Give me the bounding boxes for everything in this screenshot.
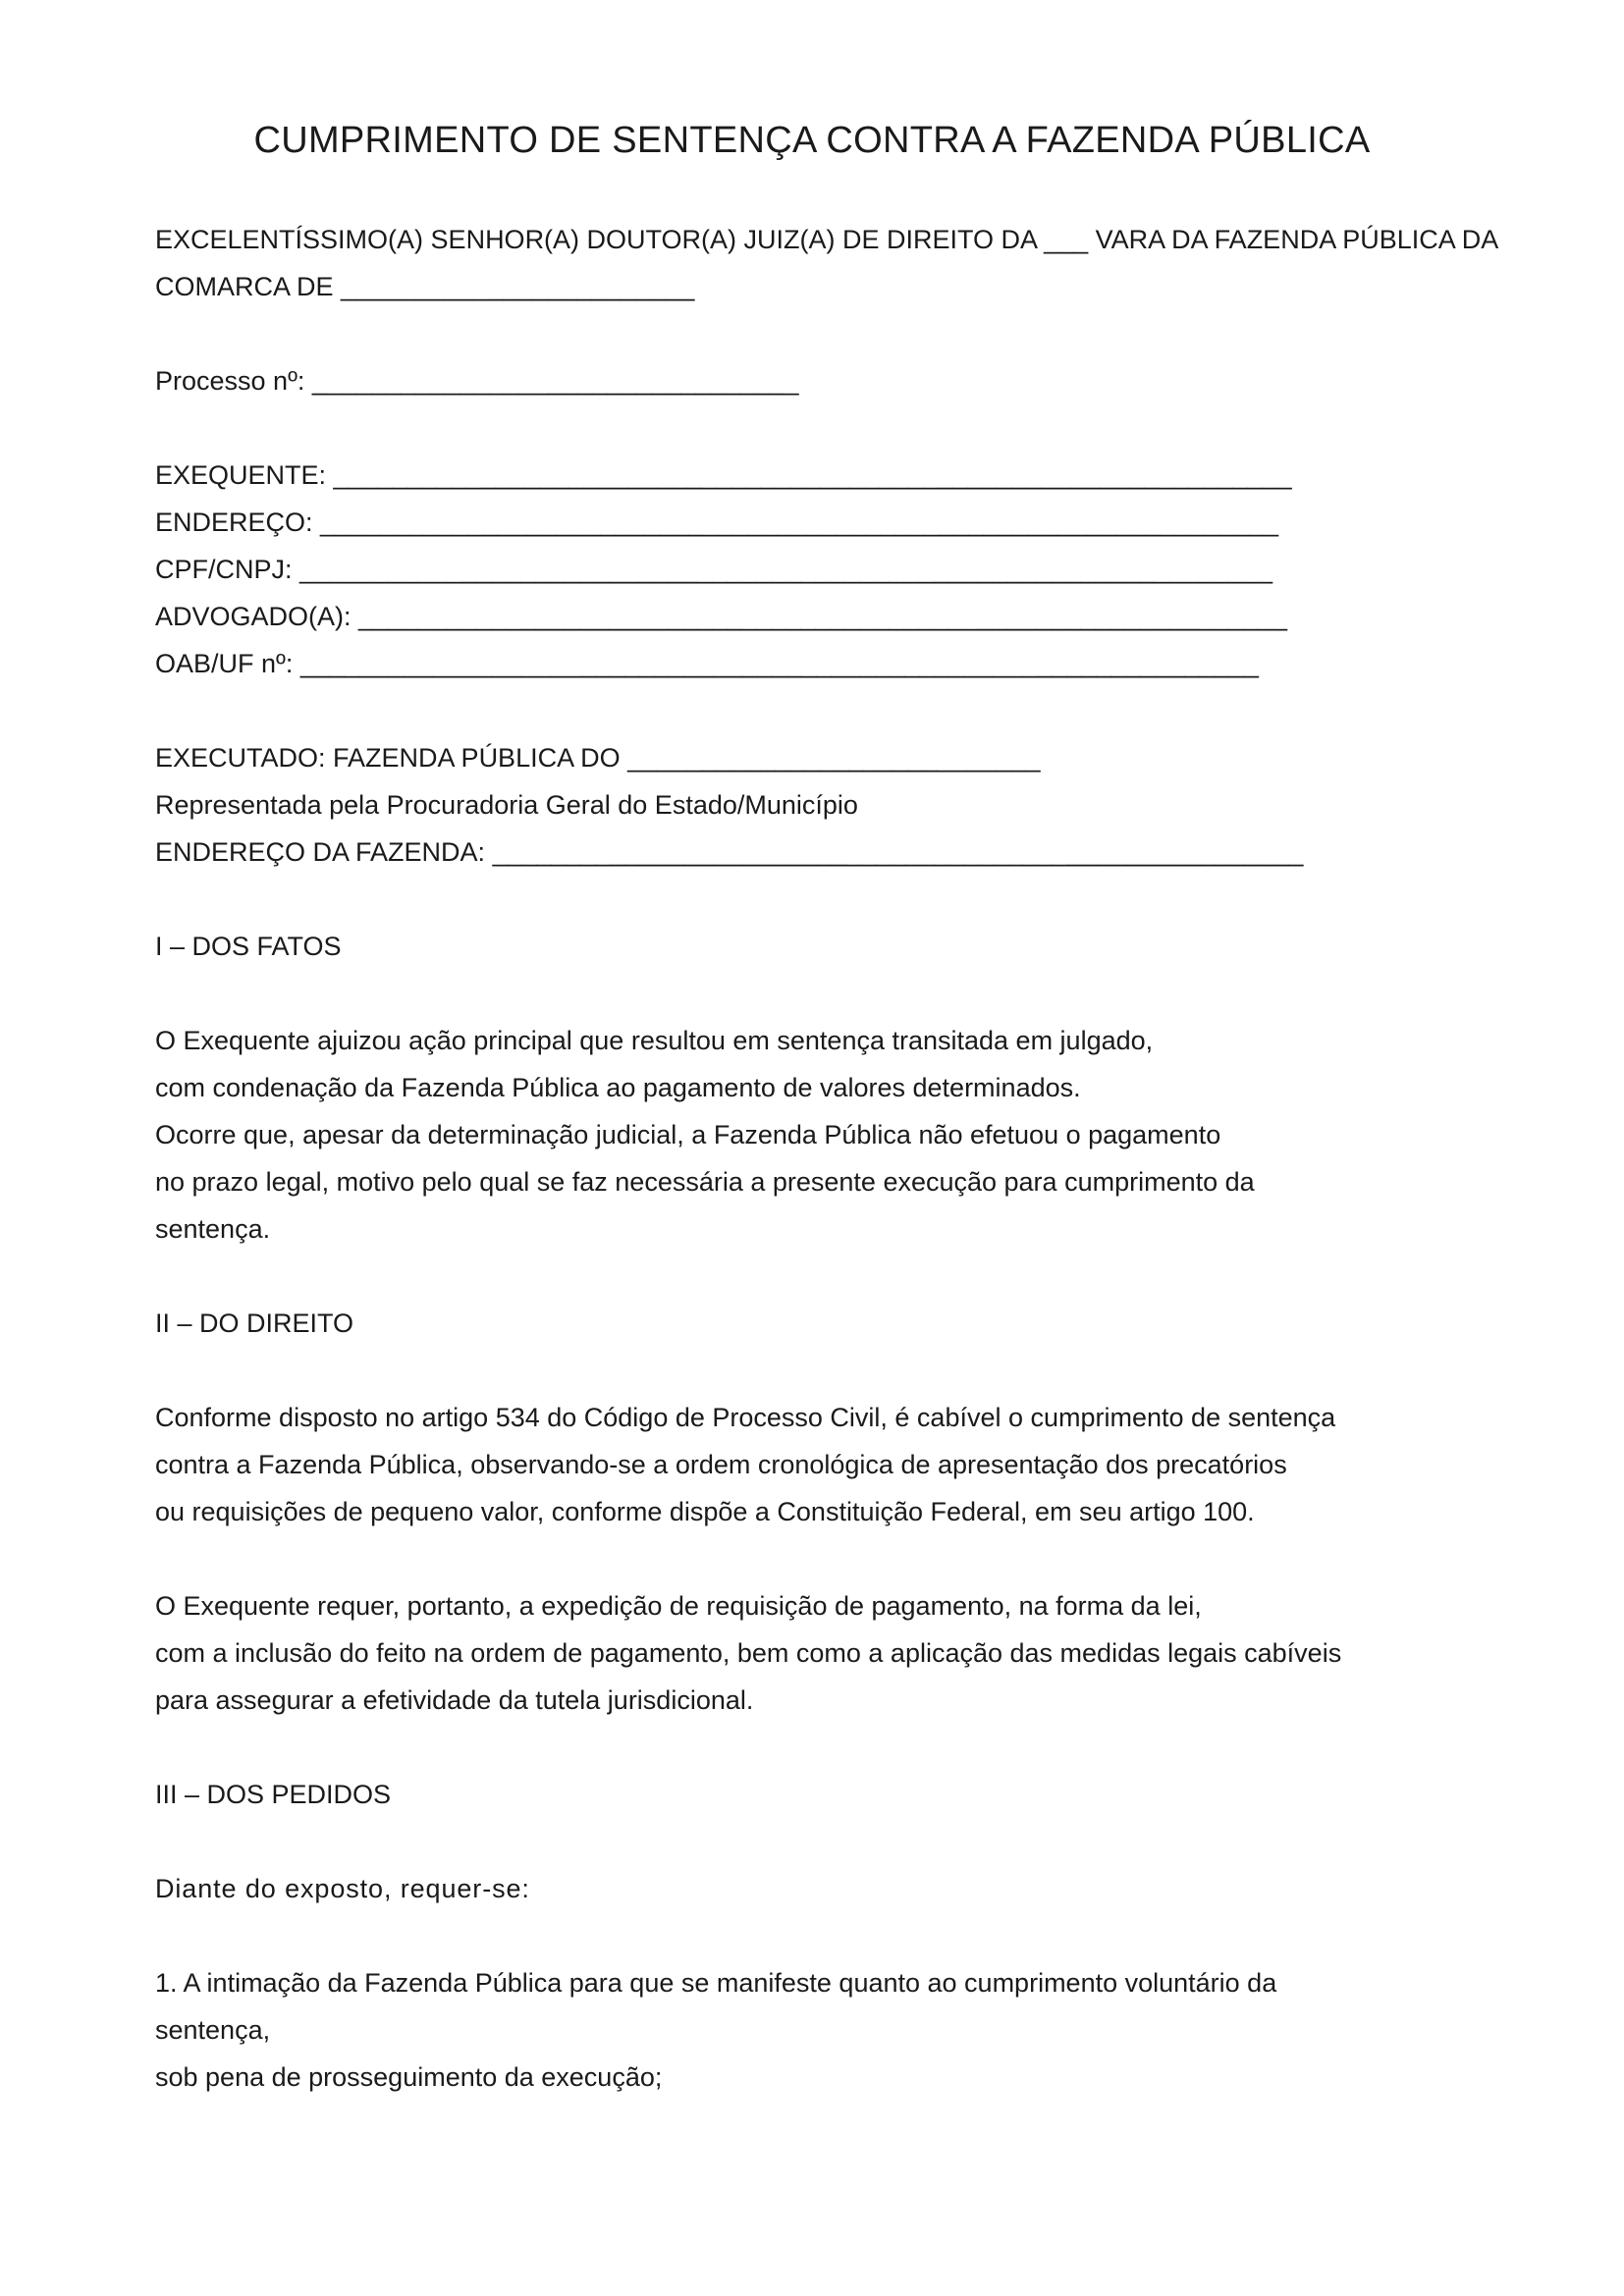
executado-address: ENDEREÇO DA FAZENDA: _______________________________________________________ <box>155 837 1304 867</box>
spacer <box>155 687 1608 734</box>
spacer <box>155 404 1608 452</box>
list-item-line: 1. A intimação da Fazenda Pública para que se manifeste quanto ao cumprimento voluntário da <box>155 1968 1277 1998</box>
list-item-line: sob pena de prosseguimento da execução; <box>155 2062 663 2092</box>
exequente-address: ENDEREÇO: _________________________________________________________________ <box>155 507 1279 537</box>
section-heading-fatos: I – DOS FATOS <box>155 932 342 961</box>
executado-block <box>155 734 1608 876</box>
pedidos-intro: Diante do exposto, requer-se: <box>155 1874 530 1903</box>
section-fatos-paragraph <box>155 1017 1608 1253</box>
paragraph-line: contra a Fazenda Pública, observando-se a ordem cronológica de apresentação dos precatórios <box>155 1450 1287 1479</box>
paragraph-line: Conforme disposto no artigo 534 do Código de Processo Civil, é cabível o cumprimento de sentença <box>155 1403 1336 1432</box>
spacer <box>155 1347 1608 1394</box>
section-heading-direito: II – DO DIREITO <box>155 1308 354 1338</box>
spacer <box>155 1253 1608 1300</box>
paragraph-line: com a inclusão do feito na ordem de pagamento, bem como a aplicação das medidas legais cabíveis <box>155 1638 1342 1668</box>
exequente-name: EXEQUENTE: _________________________________________________________________ <box>155 460 1292 490</box>
paragraph-line: para assegurar a efetividade da tutela jurisdicional. <box>155 1685 754 1715</box>
paragraph-line: O Exequente requer, portanto, a expedição de requisição de pagamento, na forma da lei, <box>155 1591 1202 1621</box>
paragraph-line: ou requisições de pequeno valor, conforme dispõe a Constituição Federal, em seu artigo 100. <box>155 1497 1255 1526</box>
spacer <box>155 1818 1608 1865</box>
document-title: CUMPRIMENTO DE SENTENÇA CONTRA A FAZENDA PÚBLICA <box>253 120 1371 161</box>
spacer <box>155 970 1608 1017</box>
exequente-lawyer: ADVOGADO(A): _______________________________________________________________ <box>155 602 1288 631</box>
pedido-item-1 <box>155 1959 1608 2101</box>
paragraph-line: no prazo legal, motivo pelo qual se faz necessária a presente execução para cumprimento da <box>155 1167 1255 1197</box>
spacer <box>155 876 1608 923</box>
executado-name: EXECUTADO: FAZENDA PÚBLICA DO ____________________________ <box>155 743 1041 773</box>
section-direito-paragraph-2 <box>155 1582 1608 1724</box>
section-heading-pedidos: III – DOS PEDIDOS <box>155 1780 392 1809</box>
paragraph-line: Ocorre que, apesar da determinação judicial, a Fazenda Pública não efetuou o pagamento <box>155 1120 1221 1149</box>
executado-representation: Representada pela Procuradoria Geral do Estado/Município <box>155 790 858 820</box>
paragraph-line: com condenação da Fazenda Pública ao pagamento de valores determinados. <box>155 1073 1081 1102</box>
spacer <box>155 310 1608 357</box>
document-body <box>155 216 1608 2101</box>
paragraph-line: O Exequente ajuizou ação principal que resultou em sentença transitada em julgado, <box>155 1026 1154 1055</box>
process-number: Processo nº: _________________________________ <box>155 366 799 396</box>
section-direito-paragraph-1 <box>155 1394 1608 1535</box>
spacer <box>155 1912 1608 1959</box>
list-item-line: sentença, <box>155 2015 271 2045</box>
spacer <box>155 1535 1608 1582</box>
addressee-line-1: EXCELENTÍSSIMO(A) SENHOR(A) DOUTOR(A) JUIZ(A) DE DIREITO DA ___ VARA DA FAZENDA PÚBLICA DA <box>155 225 1499 254</box>
paragraph-line: sentença. <box>155 1214 271 1244</box>
exequente-document: CPF/CNPJ: __________________________________________________________________ <box>155 555 1273 584</box>
addressee-line-2: COMARCA DE ________________________ <box>155 272 695 301</box>
exequente-oab: OAB/UF nº: _________________________________________________________________ <box>155 649 1259 678</box>
exequente-block <box>155 452 1608 687</box>
spacer <box>155 1724 1608 1771</box>
